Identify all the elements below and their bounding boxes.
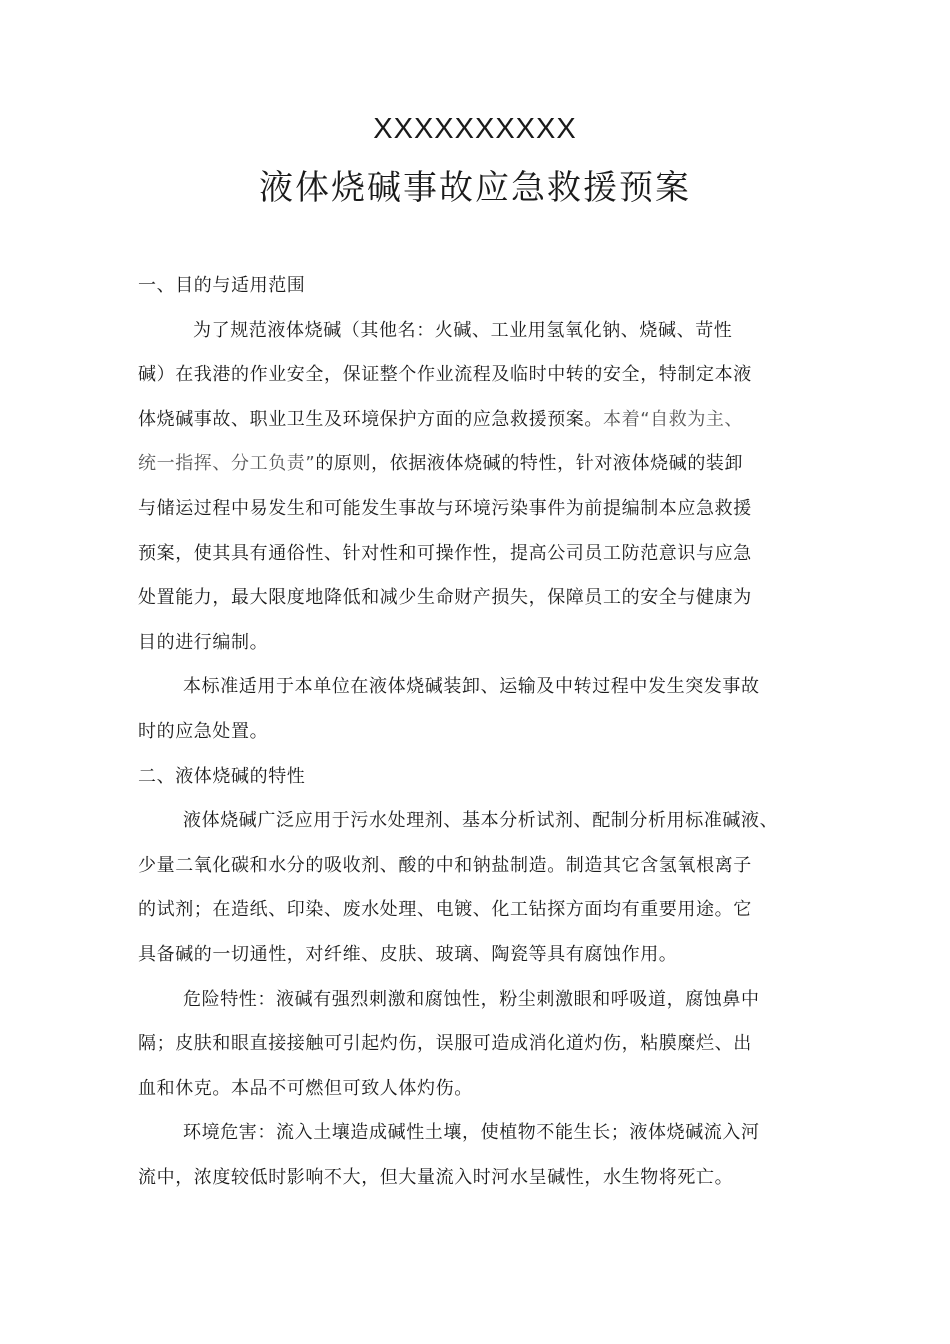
paragraph-line: 流中，浓度较低时影响不大，但大量流入时河水呈碱性，水生物将死亡。	[138, 1166, 734, 1188]
paragraph-line: 环境危害：流入土壤造成碱性土壤，使植物不能生长；液体烧碱流入河	[183, 1122, 760, 1144]
paragraph-line: 危险特性：液碱有强烈刺激和腐蚀性，粉尘刺激眼和呼吸道，腐蚀鼻中	[183, 988, 760, 1010]
paragraph-line: 液体烧碱广泛应用于污水处理剂、基本分析试剂、配制分析用标准碱液、	[183, 810, 779, 832]
paragraph-line: 少量二氧化碳和水分的吸收剂、酸的中和钠盐制造。制造其它含氢氧根离子	[138, 854, 752, 876]
document-code: XXXXXXXXXX	[373, 113, 577, 145]
paragraph-line: 的试剂；在造纸、印染、废水处理、电镀、化工钻探方面均有重要用途。它	[138, 899, 752, 921]
text-span-highlight: 本着“自救为主、	[603, 408, 744, 430]
paragraph-line: 预案，使其具有通俗性、针对性和可操作性，提高公司员工防范意识与应急	[138, 542, 752, 564]
paragraph-line	[138, 398, 828, 443]
paragraph-line: 与储运过程中易发生和可能发生事故与环境污染事件为前提编制本应急救援	[138, 497, 752, 519]
paragraph-line: 具备碱的一切通性，对纤维、皮肤、玻璃、陶瓷等具有腐蚀作用。	[138, 943, 678, 965]
paragraph-line: 碱）在我港的作业安全，保证整个作业流程及临时中转的安全，特制定本液	[138, 364, 752, 386]
paragraph-line	[138, 442, 828, 487]
paragraph-line: 为了规范液体烧碱（其他名：火碱、工业用氢氧化钠、烧碱、苛性	[193, 319, 733, 341]
paragraph-line: 处置能力，最大限度地降低和减少生命财产损失，保障员工的安全与健康为	[138, 587, 752, 609]
paragraph-line: 本标准适用于本单位在液体烧碱装卸、运输及中转过程中发生突发事故	[183, 676, 760, 698]
document-title: 液体烧碱事故应急救援预案	[259, 168, 691, 208]
section-heading-1: 一、目的与适用范围	[138, 275, 306, 296]
text-span: 体烧碱事故、职业卫生及环境保护方面的应急救援预案。	[138, 408, 603, 430]
section-heading-2: 二、液体烧碱的特性	[138, 765, 306, 787]
paragraph-line: 血和休克。本品不可燃但可致人体灼伤。	[138, 1077, 473, 1099]
paragraph-line: 隔；皮肤和眼直接接触可引起灼伤，误服可造成消化道灼伤，粘膜糜烂、出	[138, 1033, 752, 1055]
text-span: 的原则，依据液体烧碱的特性，针对液体烧碱的装卸	[315, 453, 744, 475]
document-body	[138, 264, 828, 1200]
text-span-highlight: 统一指挥、分工负责”	[138, 453, 316, 475]
paragraph-line: 目的进行编制。	[138, 631, 269, 653]
paragraph-line: 时的应急处置。	[138, 720, 269, 742]
